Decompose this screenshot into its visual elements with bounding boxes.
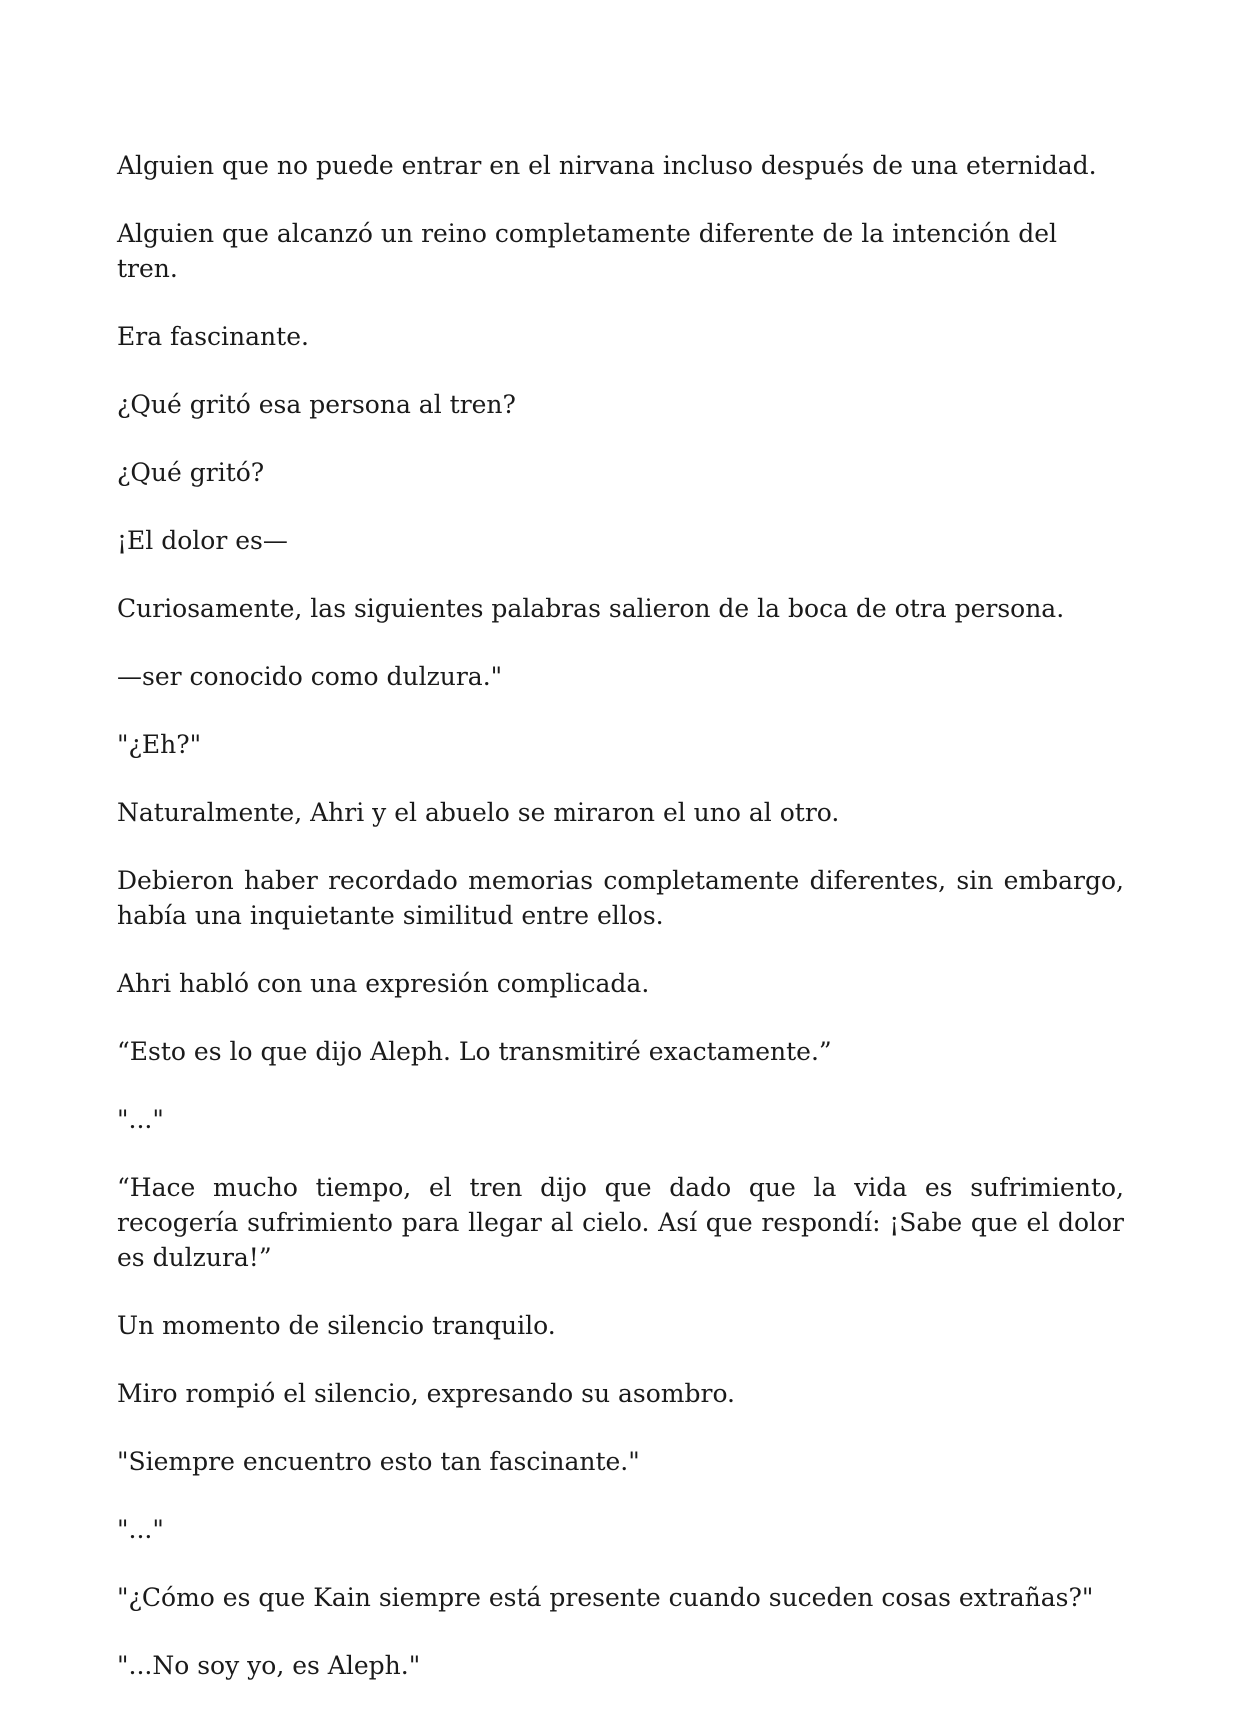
paragraph: Debieron haber recordado memorias completamente diferentes, sin embargo, había una inquietante similitud entre ellos. <box>117 866 1124 930</box>
paragraph: "¿Cómo es que Kain siempre está presente cuando suceden cosas extrañas?" <box>117 1583 1094 1612</box>
paragraph: “Hace mucho tiempo, el tren dijo que dado que la vida es sufrimiento, recogería sufrimiento para llegar al cielo. Así que respondí: ¡Sabe que el dolor es dulzura!” <box>117 1173 1124 1272</box>
paragraph: "¿Eh?" <box>117 730 202 759</box>
paragraph: "...No soy yo, es Aleph." <box>117 1651 421 1680</box>
paragraph: ¡El dolor es— <box>117 526 288 555</box>
paragraph: Era fascinante. <box>117 322 309 351</box>
paragraph: Miro rompió el silencio, expresando su asombro. <box>117 1379 736 1408</box>
paragraph: Naturalmente, Ahri y el abuelo se miraron el uno al otro. <box>117 798 840 827</box>
paragraph: ¿Qué gritó? <box>117 458 265 487</box>
paragraph: Un momento de silencio tranquilo. <box>117 1311 556 1340</box>
paragraph: Curiosamente, las siguientes palabras salieron de la boca de otra persona. <box>117 594 1065 623</box>
paragraph: "Siempre encuentro esto tan fascinante." <box>117 1447 640 1476</box>
paragraph: Ahri habló con una expresión complicada. <box>117 969 650 998</box>
paragraph: “Esto es lo que dijo Aleph. Lo transmitiré exactamente.” <box>117 1037 832 1066</box>
document-body <box>117 148 1124 1716</box>
paragraph: "..." <box>117 1105 164 1134</box>
paragraph: Alguien que alcanzó un reino completamente diferente de la intención del tren. <box>117 219 1058 283</box>
paragraph: ¿Qué gritó esa persona al tren? <box>117 390 516 419</box>
paragraph: —ser conocido como dulzura." <box>117 662 503 691</box>
paragraph: "..." <box>117 1515 164 1544</box>
paragraph: Alguien que no puede entrar en el nirvana incluso después de una eternidad. <box>117 151 1097 180</box>
